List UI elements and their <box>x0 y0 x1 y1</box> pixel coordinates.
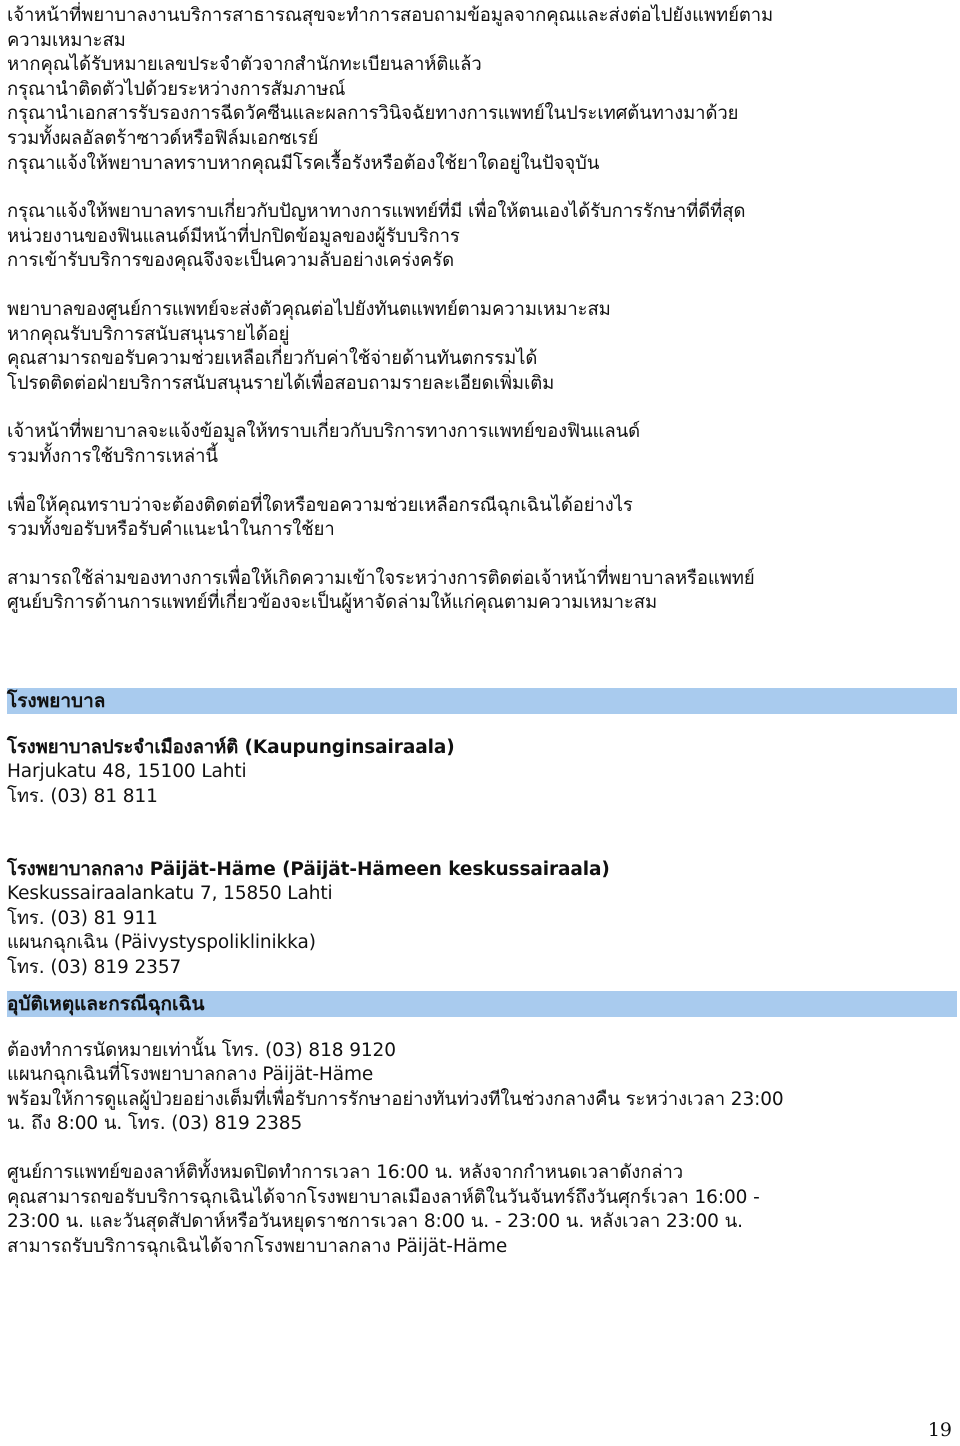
text-line: หากคุณรับบริการสนับสนุนรายได้อยู่ <box>7 323 290 345</box>
hospitals-section-heading: โรงพยาบาล <box>7 688 957 714</box>
text-line: การเข้ารับบริการของคุณจึงจะเป็นความลับอย่างเคร่งครัด <box>7 250 455 272</box>
text-line: กรุณาแจ้งให้พยาบาลทราบหากคุณมีโรคเรื้อรังหรือต้องใช้ยาใดอยู่ในปัจจุบัน <box>7 152 600 174</box>
hospital-address: Harjukatu 48, 15100 Lahti <box>7 761 247 783</box>
hospital-phone: โทร. (03) 81 911 <box>7 907 158 929</box>
text-line: กรุณาแจ้งให้พยาบาลทราบเกี่ยวกับปัญหาทางการแพทย์ที่มี เพื่อให้ตนเองได้รับการรักษาที่ดีที่สุด <box>7 201 746 223</box>
text-line: ศูนย์บริการด้านการแพทย์ที่เกี่ยวข้องจะเป็นผู้หาจัดล่ามให้แก่คุณตามความเหมาะสม <box>7 592 658 614</box>
text-line: แผนกฉุกเฉินที่โรงพยาบาลกลาง Päijät-Häme <box>7 1064 374 1086</box>
text-line: ศูนย์การแพทย์ของลาห์ติทั้งหมดปิดทำการเวลา 16:00 น. หลังจากกำหนดเวลาดังกล่าว <box>7 1162 684 1183</box>
text-line: รวมทั้งขอรับหรือรับคำแนะนำในการใช้ยา <box>7 519 335 541</box>
city-hospital-block <box>7 736 957 810</box>
hospital-phone: โทร. (03) 81 811 <box>7 786 158 808</box>
emergency-section-heading: อุบัติเหตุและกรณีฉุกเฉิน <box>7 991 957 1017</box>
hospital-name: โรงพยาบาลประจำเมืองลาห์ติ (Kaupunginsairaala) <box>7 736 455 758</box>
text-line: พยาบาลของศูนย์การแพทย์จะส่งตัวคุณต่อไปยังทันตแพทย์ตามความเหมาะสม <box>7 298 611 320</box>
text-line: พร้อมให้การดูแลผู้ป่วยอย่างเต็มที่เพื่อรับการรักษาอย่างทันท่วงทีในช่วงกลางคืน ระหว่างเวลา 23:00 <box>7 1088 784 1110</box>
central-hospital-block <box>7 858 957 981</box>
text-line: โปรดติดต่อฝ่ายบริการสนับสนุนรายได้เพื่อสอบถามรายละเอียดเพิ่มเติม <box>7 372 555 394</box>
hospital-address: Keskussairaalankatu 7, 15850 Lahti <box>7 883 333 905</box>
text-line: รวมทั้งผลอัลตร้าซาวด์หรือฟิล์มเอกซเรย์ <box>7 127 319 149</box>
text-line: เจ้าหน้าที่พยาบาลจะแจ้งข้อมูลให้ทราบเกี่ยวกับบริการทางการแพทย์ของฟินแลนด์ <box>7 421 641 443</box>
er-department-label: แผนกฉุกเฉิน (Päivystyspoliklinikka) <box>7 932 316 954</box>
text-line: หากคุณได้รับหมายเลขประจำตัวจากสำนักทะเบียนลาห์ติแล้ว <box>7 54 482 76</box>
emergency-info-paragraph <box>7 494 957 543</box>
text-line: ความเหมาะสม <box>7 29 126 51</box>
privacy-paragraph <box>7 200 957 274</box>
text-line: หน่วยงานของฟินแลนด์มีหน้าที่ปกปิดข้อมูลของผู้รับบริการ <box>7 225 460 247</box>
intro-paragraph <box>7 4 957 176</box>
text-line: เพื่อให้คุณทราบว่าจะต้องติดต่อที่ใดหรือขอความช่วยเหลือกรณีฉุกเฉินได้อย่างไร <box>7 494 633 516</box>
text-line: คุณสามารถขอรับความช่วยเหลือเกี่ยวกับค่าใช้จ่ายด้านทันตกรรมได้ <box>7 348 538 370</box>
referral-paragraph <box>7 298 957 396</box>
page-number: 19 <box>927 1419 952 1441</box>
text-line: ต้องทำการนัดหมายเท่านั้น โทร. (03) 818 9120 <box>7 1039 396 1061</box>
text-line: คุณสามารถขอรับบริการฉุกเฉินได้จากโรงพยาบาลเมืองลาห์ติในวันจันทร์ถึงวันศุกร์เวลา 16:00 - <box>7 1186 760 1208</box>
text-line: 23:00 น. และวันสุดสัปดาห์หรือวันหยุดราชการเวลา 8:00 น. - 23:00 น. หลังเวลา 23:00 น. <box>7 1211 743 1233</box>
emergency-block-appointment <box>7 1039 957 1137</box>
text-line: สามารถใช้ล่ามของทางการเพื่อให้เกิดความเข้าใจระหว่างการติดต่อเจ้าหน้าที่พยาบาลหรือแพทย์ <box>7 567 755 589</box>
er-phone: โทร. (03) 819 2357 <box>7 957 182 979</box>
text-line: กรุณานำติดตัวไปด้วยระหว่างการสัมภาษณ์ <box>7 78 346 100</box>
hospital-name: โรงพยาบาลกลาง Päijät-Häme (Päijät-Hämeen keskussairaala) <box>7 858 610 880</box>
text-line: สามารถรับบริการฉุกเฉินได้จากโรงพยาบาลกลาง Päijät-Häme <box>7 1235 508 1257</box>
text-line: กรุณานำเอกสารรับรองการฉีดวัคซีนและผลการวินิจฉัยทางการแพทย์ในประเทศต้นทางมาด้วย <box>7 103 739 125</box>
text-line: เจ้าหน้าที่พยาบาลงานบริการสาธารณสุขจะทำการสอบถามข้อมูลจากคุณและส่งต่อไปยังแพทย์ตาม <box>7 5 774 26</box>
text-line: รวมทั้งการใช้บริการเหล่านี้ <box>7 445 218 467</box>
text-line: น. ถึง 8:00 น. โทร. (03) 819 2385 <box>7 1113 303 1135</box>
interpreter-paragraph <box>7 567 957 616</box>
emergency-block-hours <box>7 1161 957 1259</box>
services-paragraph <box>7 420 957 469</box>
document-page <box>7 4 957 1259</box>
